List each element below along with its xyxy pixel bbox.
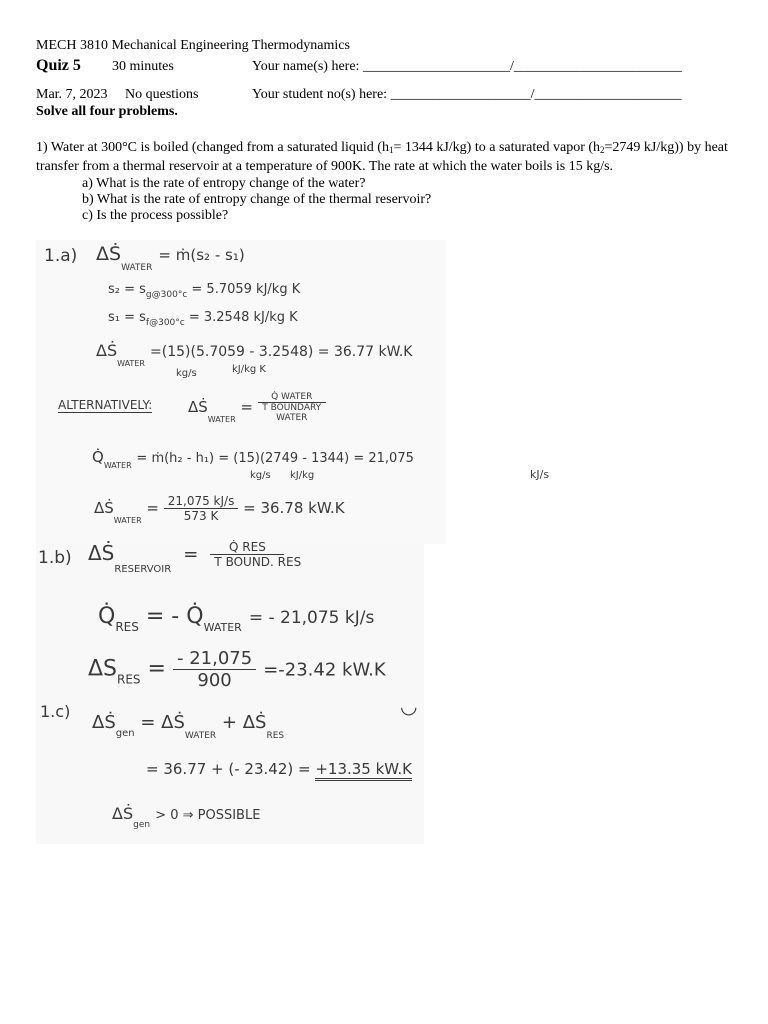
names-prompt: Your name(s) here: _____________________/________________________: [252, 59, 682, 74]
subscript: WATER: [207, 415, 236, 424]
entropy-symbol: ΔS: [88, 656, 118, 682]
entropy-rate-eq-1: [96, 243, 245, 273]
quiz-date: Mar. 7, 2023: [36, 87, 108, 102]
entropy-rate-symbol: ΔṠ: [96, 341, 118, 360]
s1-value: [108, 310, 298, 328]
alternatively-label: ALTERNATIVELY:: [58, 398, 153, 412]
fraction-numerator: Q̇ RES: [210, 540, 284, 555]
fraction-numerator: 21,075 kJ/s: [164, 494, 239, 509]
fraction: [173, 648, 256, 691]
question-b: b) What is the rate of entropy change of the thermal reservoir?: [82, 192, 432, 207]
subscript: 2: [600, 145, 605, 155]
entropy-rate-symbol: ΔṠ: [96, 243, 122, 265]
subscript: 1: [388, 145, 394, 155]
question-c: c) Is the process possible?: [82, 208, 229, 223]
conclusion-text: > 0 ⇒ POSSIBLE: [155, 808, 261, 823]
subscript: RES: [266, 731, 285, 741]
subscript: g@300°c: [145, 290, 188, 300]
entropy-rate-symbol: ΔṠ: [92, 712, 116, 733]
entropy-rate-symbol: ΔṠ: [188, 398, 208, 416]
heat-rate-water-eq: [92, 448, 414, 470]
equation-rhs: = 3.2548 kJ/kg K: [188, 310, 298, 325]
subscript: RESERVOIR: [114, 564, 172, 575]
equation-rhs: = 36.78 kW.K: [243, 499, 345, 517]
subscript: f@300°c: [145, 318, 185, 328]
subscript: RES: [115, 620, 139, 634]
entropy-rate-symbol: ΔṠ: [112, 804, 134, 823]
fraction: [258, 392, 326, 423]
solution-label-1b: 1.b): [38, 548, 72, 568]
equation-lhs: = 36.77 + (- 23.42) =: [146, 760, 311, 778]
subscript: WATER: [103, 461, 132, 470]
equation-mid: = - Q̇: [145, 604, 204, 629]
units-note: kJ/kg: [290, 470, 315, 481]
units-note: kg/s: [176, 368, 197, 379]
solution-label-1a: 1.a): [44, 246, 78, 266]
heat-rate-reservoir-eq: [98, 604, 374, 634]
fraction-numerator: Q̇ WATER: [258, 392, 326, 403]
alternative-entropy-eq: ΔṠ$_{WATER}$ = $\frac{\text{Q̇ WATER}}{\text{T BOUNDARY WATER}}$: [188, 392, 326, 424]
equation-rhs: =-23.42 kW.K: [263, 659, 386, 681]
equation-lhs: s₁ = s: [108, 310, 146, 325]
equation-rhs: = - 21,075 kJ/s: [248, 608, 375, 628]
heat-rate-symbol: Q̇: [92, 448, 104, 466]
subscript: WATER: [203, 621, 242, 634]
equation-rhs: = 5.7059 kJ/kg K: [191, 282, 301, 297]
equation-rhs: = ṁ(s₂ - s₁): [158, 246, 245, 264]
problem-text-part: =2749 kJ/kg)) by heat transfer from a thermal reservoir at a temperature of 900K. The rate at which the water boils is 15 kg/s.: [36, 140, 728, 174]
final-answer: +13.35 kW.K: [315, 760, 412, 781]
course-title: MECH 3810 Mechanical Engineering Thermodynamics: [36, 38, 350, 53]
entropy-reservoir-result: $\Delta S_{RES}$ = $\frac{- 21,075}{900}$ =-23.42 kW.K: [88, 648, 386, 691]
fraction: [164, 494, 239, 523]
fraction-denominator: 573 K: [183, 509, 219, 523]
quiz-title: Quiz 5: [36, 57, 81, 74]
subscript: WATER: [184, 731, 217, 741]
subscript: gen: [115, 728, 135, 739]
solution-label-1c: 1.c): [40, 702, 71, 721]
equation-rhs: =(15)(5.7059 - 3.2548) = 36.77 kW.K: [150, 344, 413, 360]
fraction-denominator: T BOUND. RES: [214, 555, 302, 569]
quiz-duration: 30 minutes: [112, 59, 174, 74]
entropy-rate-symbol: ΔṠ: [88, 541, 115, 565]
equation-lhs: s₂ = s: [108, 282, 146, 297]
equation-plus: + ΔṠ: [221, 712, 267, 733]
entropy-water-alt-result: ΔṠ$_{WATER}$ = $\frac{21,075 kJ/s}{573 K}$ = 36.78 kW.K: [94, 494, 345, 525]
problem-1-statement: [36, 140, 736, 175]
fraction-denominator: 900: [197, 670, 232, 691]
subscript: WATER: [121, 263, 153, 273]
entropy-generation-result: [146, 760, 412, 778]
fraction-numerator: - 21,075: [173, 648, 256, 670]
units-note: kg/s: [250, 470, 271, 481]
question-a: a) What is the rate of entropy change of the water?: [82, 176, 366, 191]
instructions: Solve all four problems.: [36, 104, 178, 119]
subscript: RES: [117, 672, 141, 687]
entropy-rate-symbol: ΔṠ: [94, 499, 114, 517]
no-questions-note: No questions: [125, 87, 199, 102]
heat-rate-symbol: Q̇: [98, 604, 116, 629]
equation-rhs: = ṁ(h₂ - h₁) = (15)(2749 - 1344) = 21,075: [136, 451, 414, 466]
entropy-generation-eq: [92, 712, 284, 741]
possibility-conclusion: [112, 804, 260, 830]
subscript: gen: [133, 820, 151, 830]
fraction-denominator: T BOUNDARY WATER: [262, 403, 322, 423]
problem-text-part: 1) Water at 300°C is boiled (changed from a saturated liquid (h: [36, 140, 389, 155]
units-note: kJ/s: [530, 468, 550, 481]
smiley-doodle: ◡: [400, 694, 418, 718]
units-note: kJ/kg K: [232, 364, 266, 375]
problem-text-part: = 1344 kJ/kg) to a saturated vapor (h: [393, 140, 601, 155]
subscript: WATER: [113, 516, 142, 525]
entropy-reservoir-eq: ΔṠ$_{RESERVOIR}$ = $\frac{\text{Q̇ RES}}{\text{T BOUND. RES}}$: [88, 540, 305, 575]
fraction: [210, 540, 305, 569]
equation-mid: = ΔṠ: [140, 712, 185, 733]
student-no-prompt: Your student no(s) here: ____________________/_____________________: [252, 87, 682, 102]
s2-value: [108, 282, 300, 300]
subscript: WATER: [117, 359, 145, 368]
